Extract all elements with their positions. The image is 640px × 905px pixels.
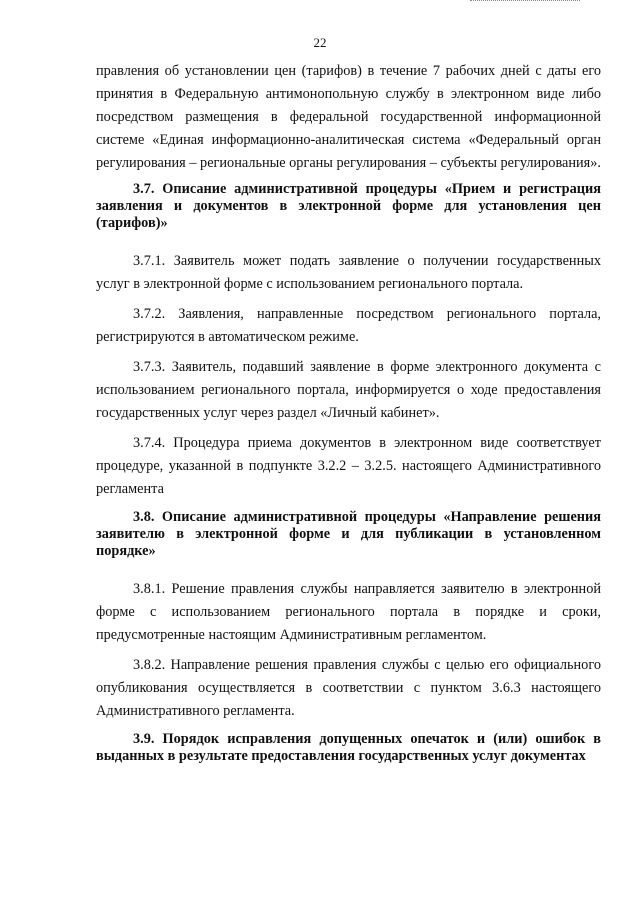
document-body bbox=[96, 60, 601, 783]
paragraph-3-7-4: 3.7.4. Процедура приема документов в электронном виде соответствует процедуре, указанной в подпункте 3.2.2 – 3.2.5. настоящего Административного регламента bbox=[96, 435, 601, 497]
paragraph-3-7-2: 3.7.2. Заявления, направленные посредством регионального портала, регистрируются в автоматическом режиме. bbox=[96, 306, 601, 345]
section-heading-3-9: 3.9. Порядок исправления допущенных опечаток и (или) ошибок в выданных в результате предоставления государственных услуг документах bbox=[96, 731, 601, 764]
section-heading-3-7: 3.7. Описание административной процедуры «Прием и регистрация заявления и документов в электронной форме для установления цен (тарифов)» bbox=[96, 181, 601, 231]
paragraph-continuation: правления об установлении цен (тарифов) в течение 7 рабочих дней с даты его принятия в Федеральную антимонопольную службу в электронном виде либо посредством размещения в федеральной государственной информационной системе «Единая информационно-аналитическая система «Федеральный орган регулирования – региональные органы регулирования – субъекты регулирования». bbox=[96, 63, 601, 171]
paragraph-3-7-1: 3.7.1. Заявитель может подать заявление о получении государственных услуг в электронной форме с использованием регионального портала. bbox=[96, 253, 601, 292]
paragraph-3-8-2: 3.8.2. Направление решения правления службы с целью его официального опубликования осуществляется в соответствии с пунктом 3.6.3 настоящего Административного регламента. bbox=[96, 657, 601, 719]
paragraph-3-8-1: 3.8.1. Решение правления службы направляется заявителю в электронной форме с использованием регионального портала в порядке и сроки, предусмотренные настоящим Административным регламентом. bbox=[96, 581, 601, 643]
top-edge-mark bbox=[470, 0, 580, 4]
page-number: 22 bbox=[313, 35, 327, 50]
section-heading-3-8: 3.8. Описание административной процедуры «Направление решения заявителю в электронной форме и для публикации в установленном порядке» bbox=[96, 509, 601, 559]
paragraph-3-7-3: 3.7.3. Заявитель, подавший заявление в форме электронного документа с использованием регионального портала, информируется о ходе предоставления государственных услуг через раздел «Личный кабинет». bbox=[96, 359, 601, 421]
